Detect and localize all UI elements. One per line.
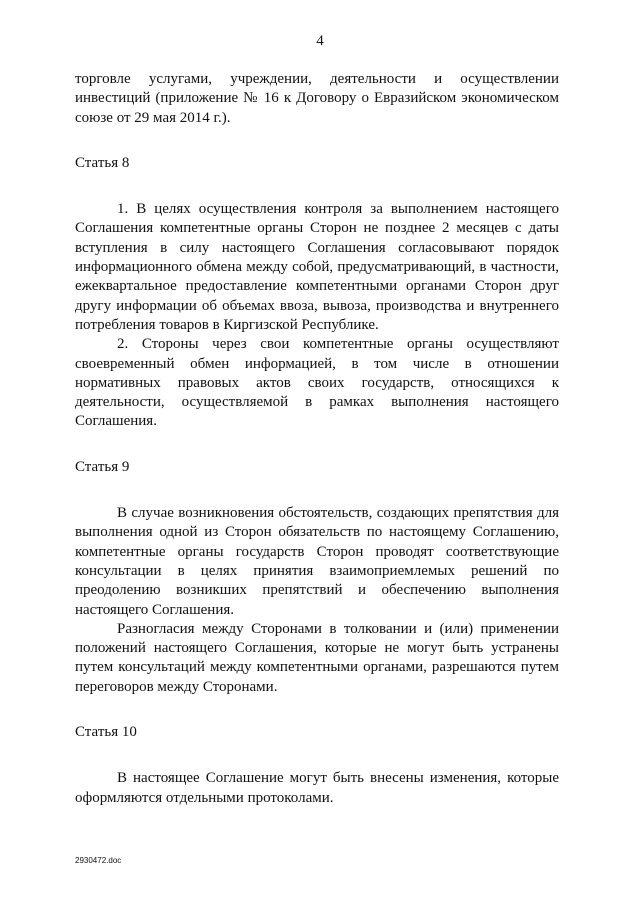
article-heading: Статья 9 <box>75 458 130 475</box>
article-paragraph: В настоящее Соглашение могут быть внесены изменения, которые оформляются отдельными протоколами. <box>75 770 559 806</box>
article-heading: Статья 8 <box>75 154 130 171</box>
intro-paragraph: торговле услугами, учреждении, деятельности и осуществлении инвестиций (приложение № 16 к Договору о Евразийском экономическом союзе от 29 мая 2014 г.). <box>75 71 559 126</box>
page-number: 4 <box>316 33 324 49</box>
article-paragraph: 2. Стороны через свои компетентные органы осуществляют своевременный обмен информацией, в том числе в отношении нормативных правовых актов своих государств, относящихся к деятельности, осуществляемой в рамках выполнения настоящего Соглашения. <box>75 336 559 430</box>
article-paragraph: Разногласия между Сторонами в толковании и (или) применении положений настоящего Соглашения, которые не могут быть устранены путем консультаций между компетентными органами, разрешаются путем переговоров между Сторонами. <box>75 620 559 695</box>
document-body <box>75 70 559 808</box>
article-paragraph: 1. В целях осуществления контроля за выполнением настоящего Соглашения компетентные органы Сторон не позднее 2 месяцев с даты вступления в силу настоящего Соглашения согласовывают порядок информационного обмена между собой, предусматривающий, в частности, ежеквартальное предоставление компетентными органами Сторон друг другу информации об объемах ввоза, вывоза, производства и внутреннего потребления товаров в Киргизской Республике. <box>75 201 559 333</box>
article-paragraph: В случае возникновения обстоятельств, создающих препятствия для выполнения одной из Сторон обязательств по настоящему Соглашению, компетентные органы государств Сторон проводят соответствующие консультации в целях принятия взаимоприемлемых решений по преодолению возникших препятствий и обеспечению выполнения настоящего Соглашения. <box>75 505 559 618</box>
file-code: 2930472.doc <box>75 856 122 865</box>
article-heading: Статья 10 <box>75 724 137 741</box>
